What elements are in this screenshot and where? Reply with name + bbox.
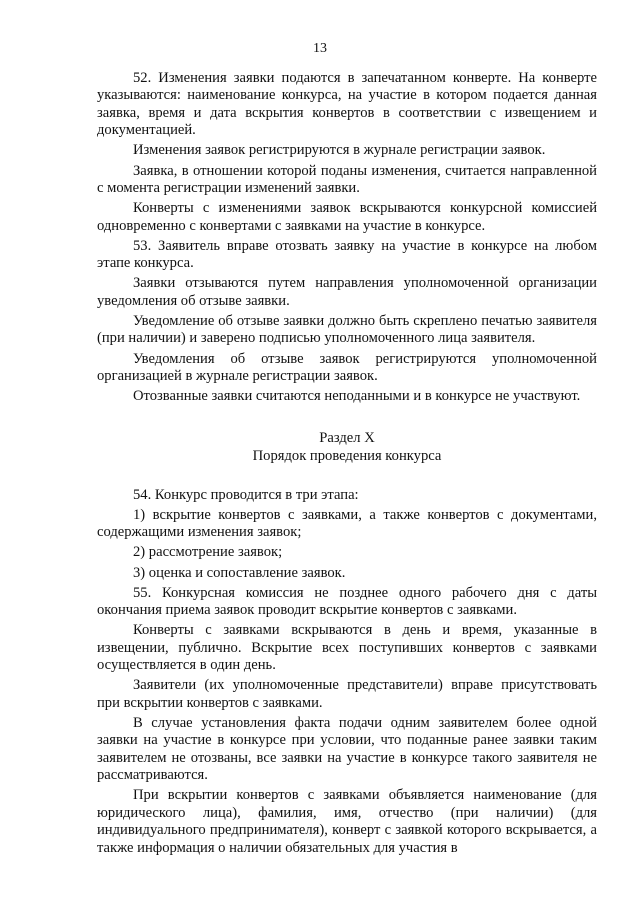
list-item: 1) вскрытие конвертов с заявками, а также конвертов с документами, содержащими изменения заявок;: [97, 506, 597, 541]
document-body: [97, 70, 597, 860]
paragraph: Уведомление об отзыве заявки должно быть скреплено печатью заявителя (при наличии) и заверено подписью уполномоченного лица заявителя.: [97, 313, 597, 347]
paragraph-54: 54. Конкурс проводится в три этапа:: [133, 486, 359, 503]
list-item: 3) оценка и сопоставление заявок.: [133, 564, 346, 581]
paragraph: В случае установления факта подачи одним заявителем более одной заявки на участие в конкурсе при условии, что поданные ранее заявки таким заявителем не отозваны, все заявки на участие в конкурсе такого заявителя не рассматриваются.: [97, 714, 597, 784]
section-heading: Раздел X: [319, 429, 375, 446]
section-subheading: Порядок проведения конкурса: [252, 448, 442, 465]
paragraph: Заявки отзываются путем направления уполномоченной организации уведомления об отзыве заявки.: [97, 275, 597, 309]
paragraph: При вскрытии конвертов с заявками объявляется наименование (для юридического лица), фамилия, имя, отчество (при наличии) (для индивидуального предпринимателя), конверт с заявкой которого вскрывается, а также информация о наличии обязательных для участия в: [97, 787, 597, 856]
paragraph: Изменения заявок регистрируются в журнале регистрации заявок.: [133, 142, 546, 159]
paragraph-52: 52. Изменения заявки подаются в запечатанном конверте. На конверте указываются: наименование конкурса, на участие в котором подается данная заявка, время и дата вскрытия конвертов в соответствии с извещением и документацией.: [97, 70, 597, 139]
page-number: 13: [313, 41, 327, 56]
paragraph: Отозванные заявки считаются неподанными и в конкурсе не участвуют.: [133, 388, 581, 405]
paragraph: Заявители (их уполномоченные представители) вправе присутствовать при вскрытии конвертов с заявками.: [97, 677, 597, 711]
paragraph-53: 53. Заявитель вправе отозвать заявку на участие в конкурсе на любом этапе конкурса.: [97, 237, 597, 272]
paragraph: Уведомления об отзыве заявок регистрируются уполномоченной организацией в журнале регистрации заявок.: [97, 350, 597, 385]
paragraph: Конверты с изменениями заявок вскрываются конкурсной комиссией одновременно с конвертами с заявками на участие в конкурсе.: [97, 200, 597, 234]
paragraph-55: 55. Конкурсная комиссия не позднее одного рабочего дня с даты окончания приема заявок проводит вскрытие конвертов с заявками.: [97, 584, 597, 619]
paragraph: Конверты с заявками вскрываются в день и время, указанные в извещении, публично. Вскрытие всех поступивших конвертов с заявками осуществляется в один день.: [97, 622, 597, 674]
list-item: 2) рассмотрение заявок;: [133, 544, 283, 561]
paragraph: Заявка, в отношении которой поданы изменения, считается направленной с момента регистрации изменений заявки.: [97, 162, 597, 197]
